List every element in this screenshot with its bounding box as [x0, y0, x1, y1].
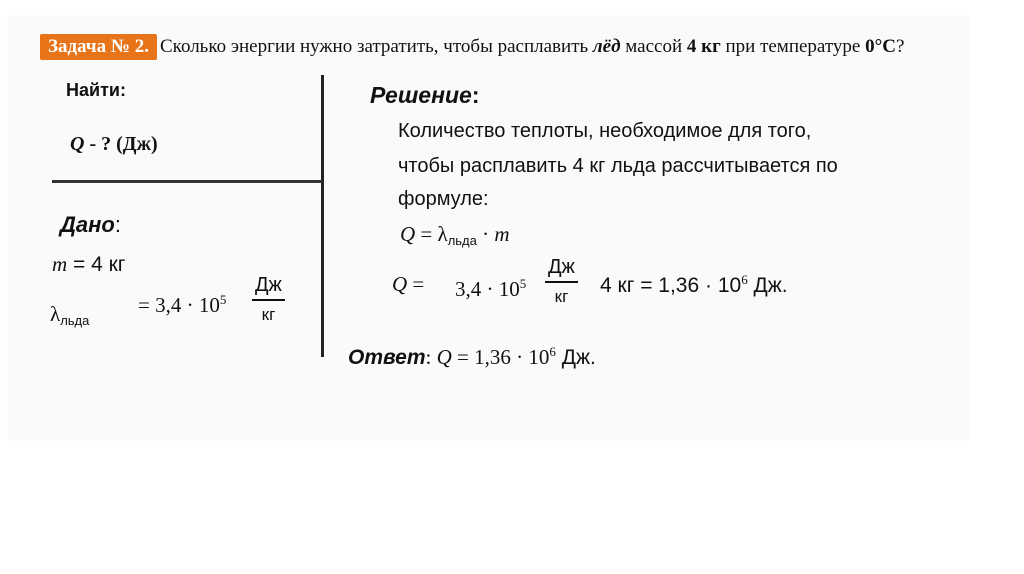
vertical-divider	[321, 75, 324, 357]
solution-line-1: Количество теплоты, необходимое для того,	[398, 120, 812, 142]
solution-line-3: формуле:	[398, 188, 489, 210]
solution-heading: Решение:	[370, 82, 480, 108]
horizontal-divider	[52, 180, 322, 183]
answer-line: Ответ: $Q = 1,36 \cdot 10^6$ Дж.	[348, 344, 596, 369]
calc-lhs: Q =	[392, 272, 425, 296]
find-heading: Найти:	[66, 80, 126, 100]
given-heading: Дано:	[60, 212, 121, 237]
task-question: Сколько энергии нужно затратить, чтобы расплавить лёд массой 4 кг при температуре 0°С?	[160, 36, 905, 57]
solution-line-2: чтобы расплавить 4 кг льда рассчитывается по	[398, 155, 838, 177]
given-mass: m = 4 кг	[52, 252, 126, 276]
task-badge: Задача № 2.	[40, 34, 157, 60]
given-unit-fraction: Дж кг	[252, 274, 285, 325]
given-lambda-symbol: λльда	[50, 302, 90, 328]
given-lambda-value: = $3,4 \cdot 10^5$	[138, 292, 227, 317]
find-unknown: Q - ? (Дж)	[70, 133, 158, 155]
solution-formula: Q = λльда · m	[400, 222, 510, 248]
calc-unit-fraction: Дж кг	[545, 256, 578, 307]
calc-value: $3,4 \cdot 10^5$	[455, 276, 527, 301]
calc-result: 4 кг = $1,36 \cdot 10^6$ Дж.	[600, 272, 788, 297]
